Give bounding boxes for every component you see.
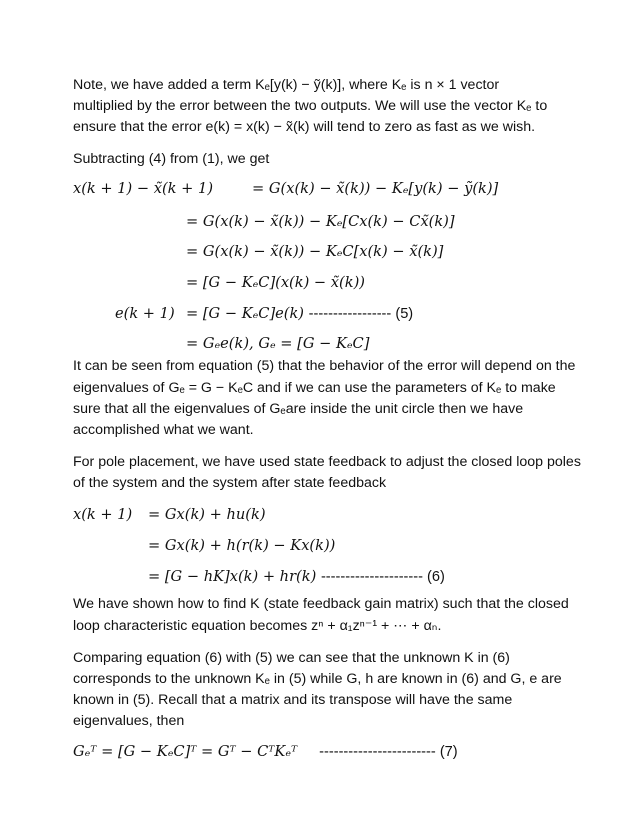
equation-rhs: = G(x(k) − x̃(k)) − Kₑ[Cx(k) − Cx̃(k)] (186, 213, 455, 230)
text-line: loop characteristic equation becomes zⁿ + α₁zⁿ⁻¹ + ⋯ + αₙ. (73, 618, 442, 634)
equation-rhs: = Gx(k) + h(r(k) − Kx(k)) (148, 537, 336, 554)
equation-rhs: = Gx(k) + hu(k) (148, 506, 266, 523)
equation-rhs: = [G − KₑC](x(k) − x̃(k)) (186, 274, 365, 291)
text-line: accomplished what we want. (73, 422, 254, 438)
text-line: It can be seen from equation (5) that the behavior of the error will depend on the (73, 358, 576, 374)
text-line: Comparing equation (6) with (5) we can see that the unknown K in (6) (73, 650, 510, 666)
text-line: of the system and the system after state feedback (73, 475, 387, 491)
equation-rhs: = [G − KₑC]e(k) ----------------- (5) (186, 305, 414, 322)
text-line: sure that all the eigenvalues of Gₑare inside the unit circle then we have (73, 401, 524, 417)
text-line: known in (5). Recall that a matrix and its transpose will have the same (73, 692, 513, 708)
equation-rhs: = G(x(k) − x̃(k)) − KₑC[x(k) − x̃(k)] (186, 243, 444, 260)
text-line: corresponds to the unknown Kₑ in (5) while G, h are known in (6) and G, e are (73, 671, 562, 687)
equation-lhs: x(k + 1) (73, 506, 133, 523)
equation-number: --------------------- (6) (320, 569, 445, 585)
equation-rhs: = G(x(k) − x̃(k)) − Kₑ[y(k) − ỹ(k)] (252, 180, 499, 197)
text-line: For pole placement, we have used state feedback to adjust the closed loop poles (73, 454, 581, 470)
text-line: Note, we have added a term Kₑ[y(k) − ỹ(k)], where Kₑ is n × 1 vector (73, 77, 500, 93)
equation-number: ----------------- (5) (308, 306, 414, 322)
equation-lhs: e(k + 1) (115, 305, 175, 322)
text-line: Subtracting (4) from (1), we get (73, 151, 270, 167)
equation-number: ------------------------ (7) (319, 744, 458, 760)
transpose-equation: Gₑᵀ = [G − KₑC]ᵀ = Gᵀ − CᵀKₑᵀ ------------------------ (7) (73, 743, 458, 760)
equation-rhs: = [G − hK]x(k) + hr(k) --------------------- (6) (148, 568, 445, 585)
equation-rhs: = Gₑe(k), Gₑ = [G − KₑC] (186, 335, 370, 352)
equation-lhs: x(k + 1) − x̃(k + 1) (73, 180, 214, 197)
text-line: ensure that the error e(k) = x(k) − x̃(k) will tend to zero as fast as we wish. (73, 119, 536, 135)
text-line: eigenvalues of Gₑ = G − KₑC and if we can use the parameters of Kₑ to make (73, 380, 556, 396)
text-line: eigenvalues, then (73, 713, 185, 729)
text-line: We have shown how to find K (state feedback gain matrix) such that the closed (73, 596, 569, 612)
text-line: multiplied by the error between the two outputs. We will use the vector Kₑ to (73, 98, 548, 114)
